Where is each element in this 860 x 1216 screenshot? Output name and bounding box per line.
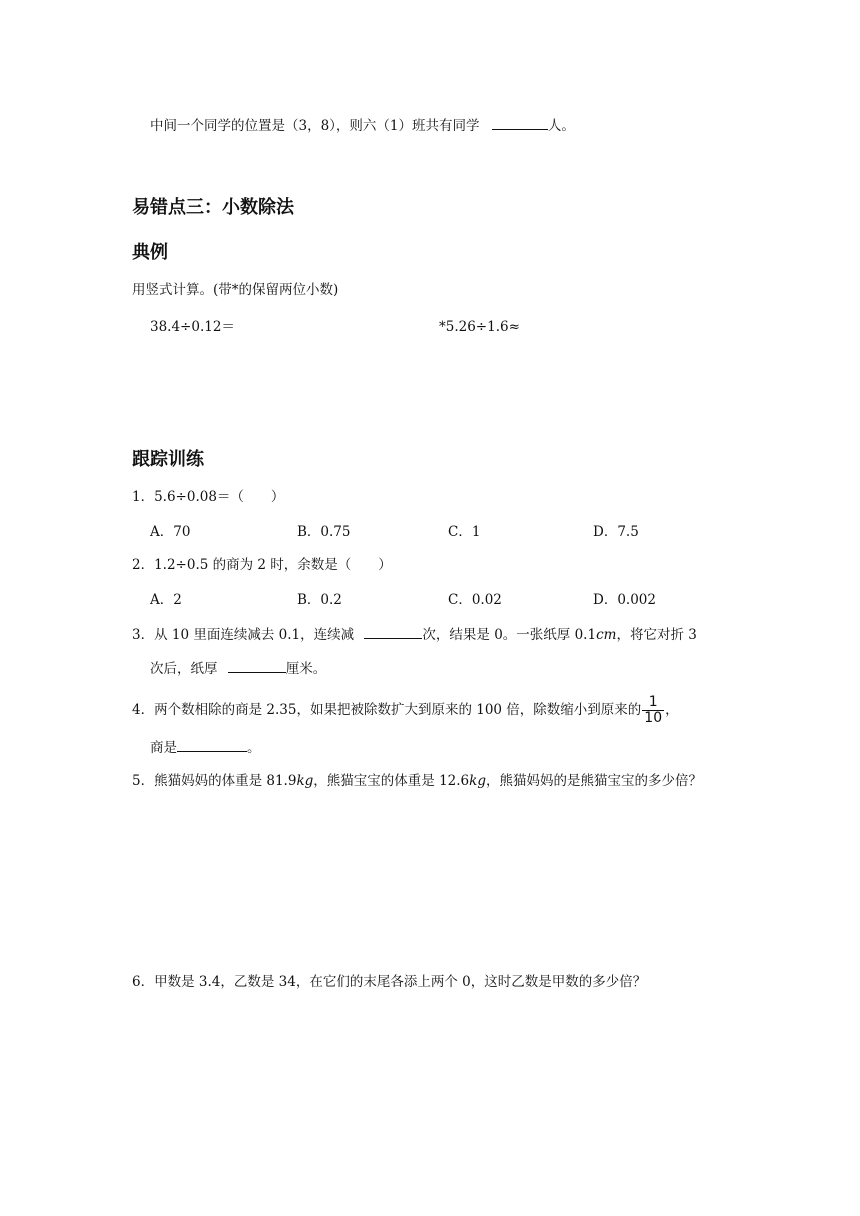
question-5-text-a: 5．熊猫妈妈的体重是 81.9 [132, 773, 297, 789]
question-5 [132, 772, 702, 790]
answer-blank[interactable] [492, 115, 548, 130]
example-heading: 典例 [132, 242, 168, 263]
question-2-option-b[interactable]: B．0.2 [297, 592, 342, 608]
fraction-denominator: 10 [644, 710, 663, 726]
question-3-text-d: 次后，纸厚 [150, 661, 218, 677]
question-1-option-d[interactable]: D．7.5 [593, 524, 639, 540]
question-4-text-d: 。 [247, 740, 261, 756]
question-1-option-a[interactable]: A．70 [150, 524, 191, 540]
question-1-option-c[interactable]: C．1 [448, 524, 481, 540]
practice-heading: 跟踪训练 [132, 449, 204, 470]
question-3-blank-2[interactable] [228, 658, 286, 673]
question-4-line-1 [132, 695, 679, 726]
example-instruction: 用竖式计算。(带*的保留两位小数) [132, 282, 339, 298]
question-2-option-d[interactable]: D．0.002 [593, 592, 656, 608]
question-3-text-e: 厘米。 [285, 661, 327, 677]
question-6: 6．甲数是 3.4，乙数是 34，在它们的末尾各添上两个 0，这时乙数是甲数的多少倍？ [132, 974, 647, 990]
question-4-text-c: 商是 [150, 740, 177, 756]
section-title: 易错点三：小数除法 [132, 197, 294, 218]
question-5-unit-2: kg [469, 773, 486, 789]
question-3-text-a: 3．从 10 里面连续减去 0.1，连续减 [132, 627, 355, 643]
question-2-stem: 2．1.2÷0.5 的商为 2 时，余数是（ ） [132, 557, 392, 573]
example-expression-2: *5.26÷1.6≈ [439, 319, 520, 335]
question-4-text-a: 4．两个数相除的商是 2.35，如果把被除数扩大到原来的 100 倍，除数缩小到原来的 [132, 702, 642, 718]
question-5-text-b: ，熊猫宝宝的体重是 12.6 [313, 773, 470, 789]
question-3-line-1 [132, 624, 697, 644]
question-5-text-c: ，熊猫妈妈的是熊猫宝宝的多少倍？ [485, 773, 702, 789]
question-3-text-c: ，将它对折 3 [616, 627, 697, 643]
question-5-unit-1: kg [296, 773, 314, 789]
previous-question-suffix: 人。 [547, 118, 575, 134]
example-expression-1: 38.4÷0.12＝ [150, 319, 235, 335]
previous-question-text: 中间一个同学的位置是（3，8），则六（1）班共有同学 [150, 118, 480, 134]
fraction-numerator: 1 [648, 694, 658, 710]
question-4-blank[interactable] [177, 737, 247, 752]
previous-question-tail [150, 115, 575, 135]
question-3-blank-1[interactable] [364, 624, 422, 639]
fraction-one-tenth [642, 695, 664, 726]
question-4-line-2 [150, 737, 261, 757]
question-2-option-a[interactable]: A．2 [150, 592, 182, 608]
question-3-text-b: 次，结果是 0。一张纸厚 0.1 [422, 627, 597, 643]
question-3-line-2 [150, 658, 326, 678]
question-1-option-b[interactable]: B．0.75 [297, 524, 351, 540]
question-3-unit-cm: cm [596, 627, 617, 643]
question-2-option-c[interactable]: C．0.02 [448, 592, 502, 608]
question-4-text-b: ， [665, 702, 679, 718]
question-1-stem: 1．5.6÷0.08＝（ ） [132, 489, 285, 505]
